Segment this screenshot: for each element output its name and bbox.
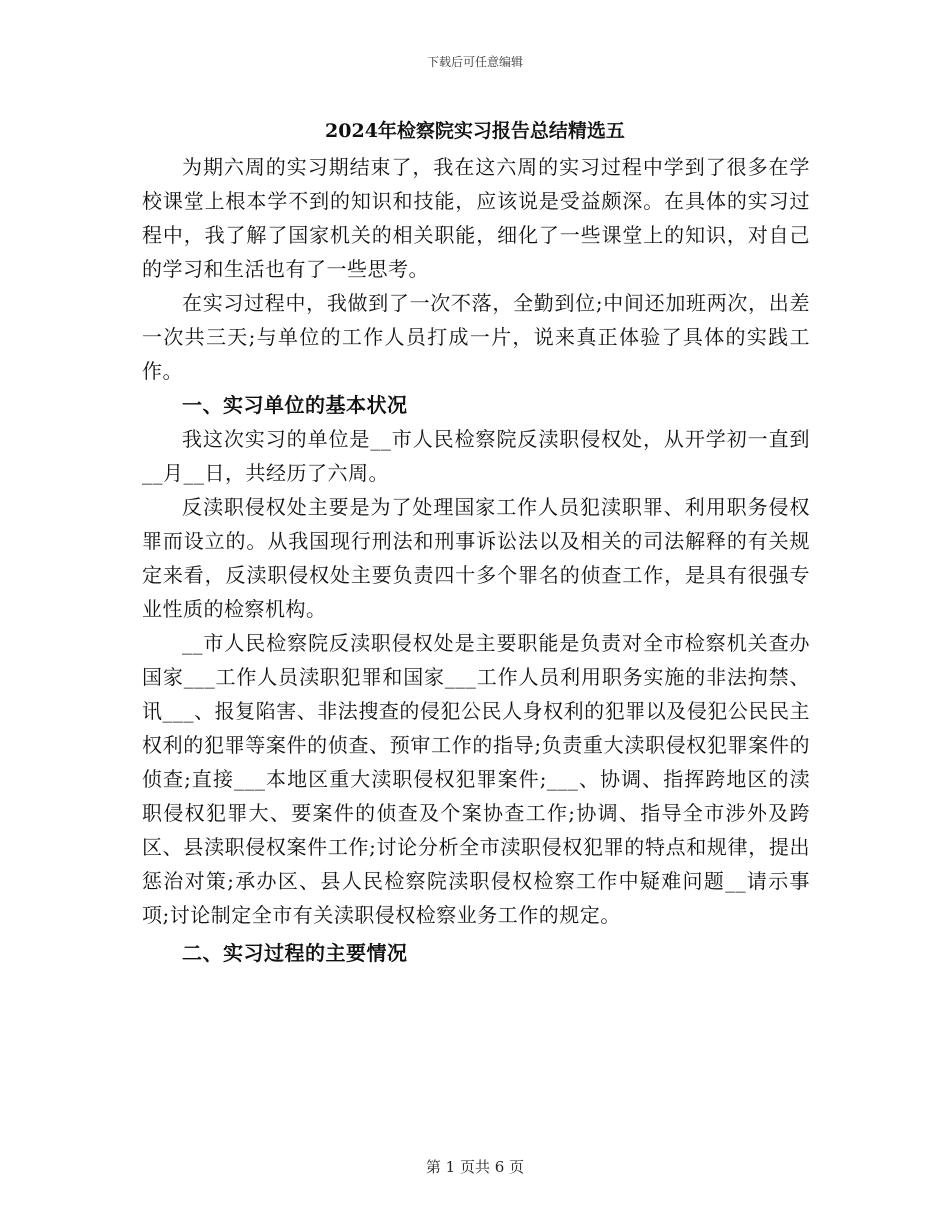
page-number: 第 1 页共 6 页	[425, 1158, 525, 1176]
document-title: 2024年检察院实习报告总结精选五	[325, 120, 625, 142]
section-1-paragraph-2: 反渎职侵权处主要是为了处理国家工作人员犯渎职罪、利用职务侵权罪而设立的。从我国现行刑法和刑事诉讼法以及相关的司法解释的有关规定来看，反渎职侵权处主要负责四十多个罪名的侦查工作，是具有很强专业性质的检察机构。	[142, 495, 810, 621]
intro-paragraph-2: 在实习过程中，我做到了一次不落，全勤到位;中间还加班两次，出差一次共三天;与单位的工作人员打成一片，说来真正体验了具体的实践工作。	[142, 291, 810, 383]
section-2-heading: 二、实习过程的主要情况	[182, 941, 408, 965]
document-body	[142, 150, 810, 970]
section-1-heading: 一、实习单位的基本状况	[182, 393, 408, 417]
section-1-paragraph-3: __市人民检察院反渎职侵权处是主要职能是负责对全市检察机关查办国家___工作人员渎职犯罪和国家___工作人员利用职务实施的非法拘禁、讯___、报复陷害、非法搜查的侵犯公民人身权利的犯罪以及侵犯公民民主权利的犯罪等案件的侦查、预审工作的指导;负责重大渎职侵权犯罪案件的侦查;直接___本地区重大渎职侵权犯罪案件;___、协调、指挥跨地区的渎职侵权犯罪大、要案件的侦查及个案协查工作;协调、指导全市涉外及跨区、县渎职侵权案件工作;讨论分析全市渎职侵权犯罪的特点和规律，提出惩治对策;承办区、县人民检察院渎职侵权检察工作中疑难问题__请示事项;讨论制定全市有关渎职侵权检察业务工作的规定。	[142, 631, 810, 927]
section-1-paragraph-1: 我这次实习的单位是__市人民检察院反渎职侵权处，从开学初一直到__月__日，共经历了六周。	[142, 427, 810, 485]
header-note: 下载后可任意编辑	[426, 55, 523, 69]
intro-paragraph-1: 为期六周的实习期结束了，我在这六周的实习过程中学到了很多在学校课堂上根本学不到的知识和技能，应该说是受益颇深。在具体的实习过程中，我了解了国家机关的相关职能，细化了一些课堂上的知识，对自己的学习和生活也有了一些思考。	[142, 155, 810, 281]
